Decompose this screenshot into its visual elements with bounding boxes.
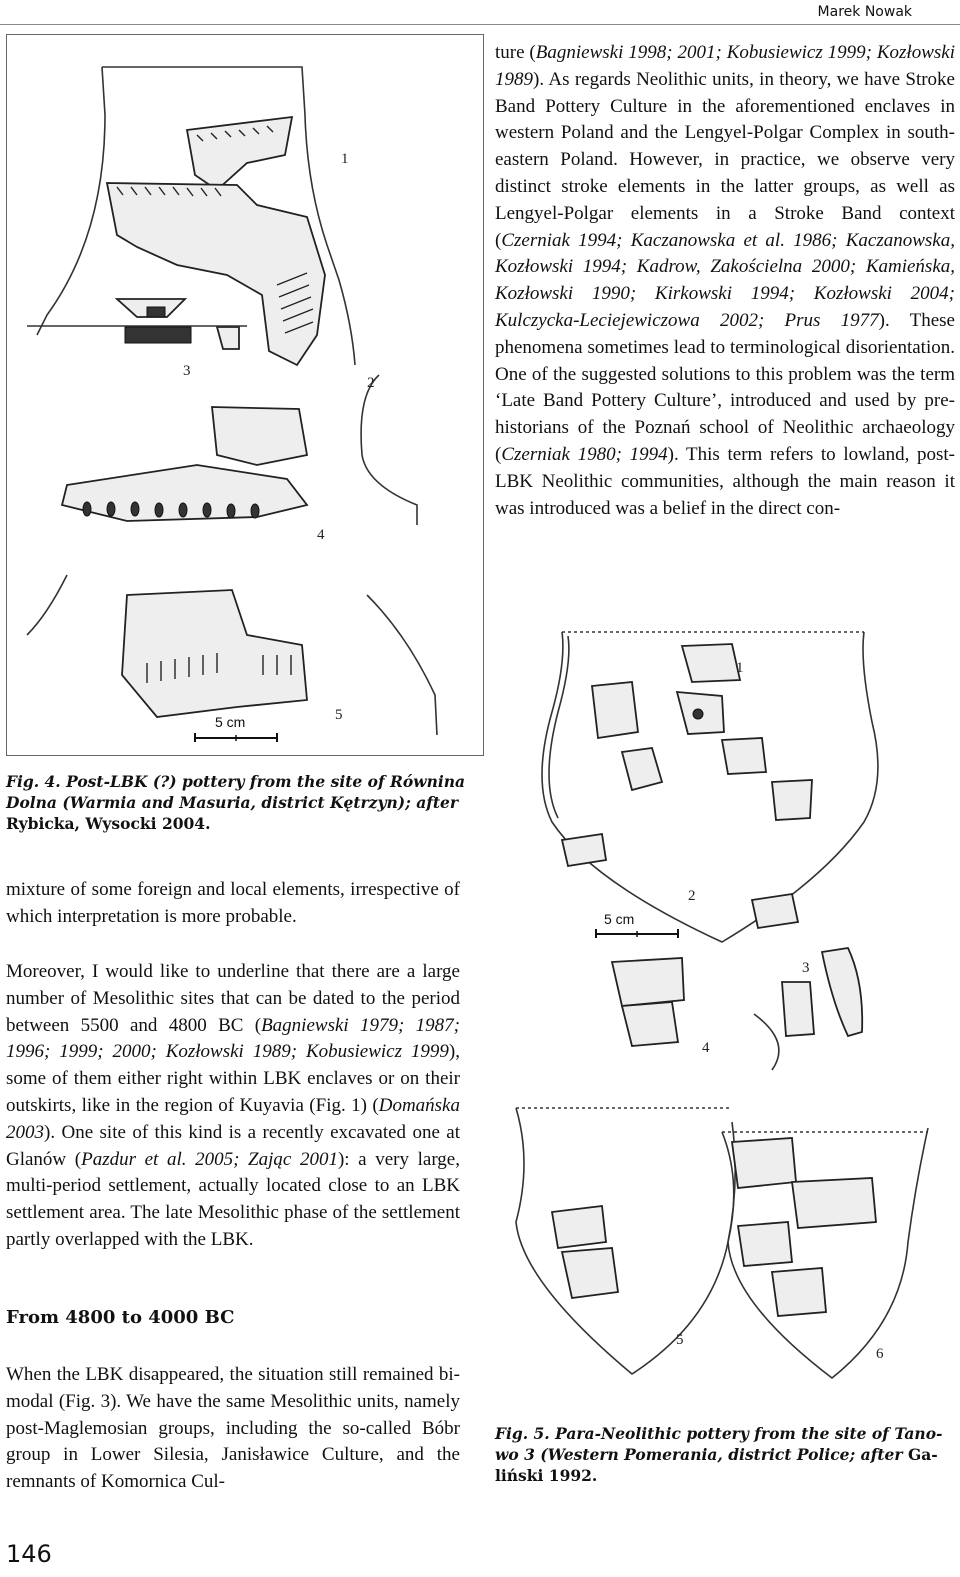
figure-4-caption-italic: Fig. 4. Post-LBK (?) pottery from the site of Równina Dolna (Warmia and Masuria, district Kętrzyn); after [6,772,466,812]
vessel-4-arc [754,1014,779,1070]
figure-4-label-3: 3 [183,363,191,379]
figure-4-scale-bar [195,714,277,742]
sherd-3-handle [147,307,165,317]
figure-5-label-4: 4 [702,1040,710,1056]
right-column-paragraph: ture (Bagniewski 1998; 2001; Kobusiewicz 1999; Kozłowski 1989). As regards Neolithic units, in theory, we have Stroke Band Pottery Culture in the aforementioned enclaves in western Poland and the Lengyel-Polgar Complex in south-eastern Poland. However, in practice, we observe very distinct stroke elements in the latter groups, as well as Lengyel-Polgar elements in a Stroke Band context (Czerniak 1994; Kaczanowska et al. 1986; Kaczanowska, Kozłowski 1994; Kadrow, Zakościelna 2000; Kamieńska, Kozłowski 1990; Kirkowski 1994; Kozłowski 2004; Kulczycka-Leciejewiczowa 2002; Prus 1977). These phenomena sometimes lead to terminological disorientation. One of the suggested solutions to this problem was the term ‘Late Band Pottery Culture’, introduced and used by pre-historians of the Poznań school of Neolithic archaeology (Czerniak 1980; 1994). This term refers to lowland, post-LBK Neolithic communities, although the main reason it was introduced was a belief in the direct con- [495,42,955,519]
sherd-1 [187,117,292,190]
vessel-1-inner-profile [549,636,569,818]
fig5-sherd-6a [732,1138,796,1188]
fig5-sherd-4a [612,958,684,1006]
left-paragraph-1-text: mixture of some foreign and local elements, irrespective of which interpretation is more probable. [6,879,460,927]
left-paragraph-3 [6,1362,460,1496]
fig5-sherd-f [772,780,812,820]
sherd-3b [217,327,239,349]
sherd-5 [122,590,307,717]
header-rule [0,24,960,25]
left-paragraph-1 [6,877,460,931]
fig5-perforation [693,709,703,719]
figure-5-svg [492,622,954,1392]
figure-4-label-4: 4 [317,527,325,543]
fig5-sherd-4c [782,982,814,1036]
figure-4-svg [7,35,483,755]
figure-5-caption-italic: Fig. 5. Para-Neolithic pottery from the site of Tanowo 3 (Western Pomerania, district Police; after [495,1424,943,1464]
left-paragraph-2-text: Moreover, I would like to underline that there are a large number of Mesolithic sites that can be dated to the period between 5500 and 4800 BC (Bagniewski 1979; 1987; 1996; 1999; 2000; Kozłowski 1989; Kobusiewicz 1999), some of them either right within LBK enclaves or on their outskirts, like in the region of Kuyavia (Fig. 1) (Domańska 2003). One site of this kind is a recently excavated one at Glanów (Pazdur et al. 2005; Zając 2001): a very large, multi-period settlement, actually located close to an LBK settlement area. The late Mesolithic phase of the settlement partly overlapped with the LBK. [6,961,460,1250]
page-number: 146 [6,1540,52,1568]
figure-4-label-2: 2 [367,375,375,391]
figure-4-label-1: 1 [341,151,349,167]
fig5-sherd-6b [792,1178,876,1228]
running-header [0,0,960,24]
fig5-sherd-b [592,682,638,738]
right-column-text [495,40,955,522]
left-paragraph-3-text: When the LBK disappeared, the situation still remained bi-modal (Fig. 3). We have the same Mesolithic units, namely post-Maglemosian groups, including the so-called Bóbr group in Lower Silesia, Janisławice Culture, and the remnants of Komornica Cul- [6,1364,460,1493]
figure-4-scale-label: 5 cm [215,714,246,730]
fig5-sherd-6d [772,1268,826,1316]
vessel-5-outline [516,1108,735,1374]
figure-5-scale-label: 5 cm [604,911,635,927]
figure-5-label-2: 2 [688,888,696,904]
figure-5-label-3: 3 [802,960,810,976]
section-heading: From 4800 to 4000 BC [6,1307,235,1328]
figure-5-label-6: 6 [876,1346,884,1362]
sherd-3-profile [125,327,191,343]
fig5-sherd-5b [562,1248,618,1298]
figure-5-caption [495,1423,955,1486]
left-paragraph-2 [6,959,460,1254]
fig5-sherd-e [722,738,766,774]
author-name: Marek Nowak [817,4,912,20]
vessel-3-profile [822,948,862,1036]
fig5-sherd-a [682,644,740,682]
figure-5-drawing [492,622,954,1392]
fig5-sherd-h [752,894,798,928]
figure-4-label-5: 5 [335,707,343,723]
figure-5-scale-bar [596,911,678,938]
figure-5-caption-source: Galiński 1992. [495,1445,938,1485]
sherd-4-upper [212,407,307,465]
figure-4-caption-source: Rybicka, Wysocki 2004. [6,814,211,833]
fig5-sherd-g [562,834,606,866]
fig5-sherd-d [622,748,662,790]
vessel-5-right-profile [367,595,437,735]
vessel-5-left-profile [27,575,67,635]
figure-4-caption [6,771,482,834]
fig5-sherd-4b [622,1002,678,1046]
fig5-sherd-6c [738,1222,792,1266]
fig5-sherd-5a [552,1206,606,1248]
vessel-4-profile [361,375,417,525]
vessel-1-left-profile [37,67,105,335]
figure-5-label-1: 1 [736,660,744,676]
figure-4-drawing [6,34,484,756]
figure-5-label-5: 5 [676,1332,684,1348]
